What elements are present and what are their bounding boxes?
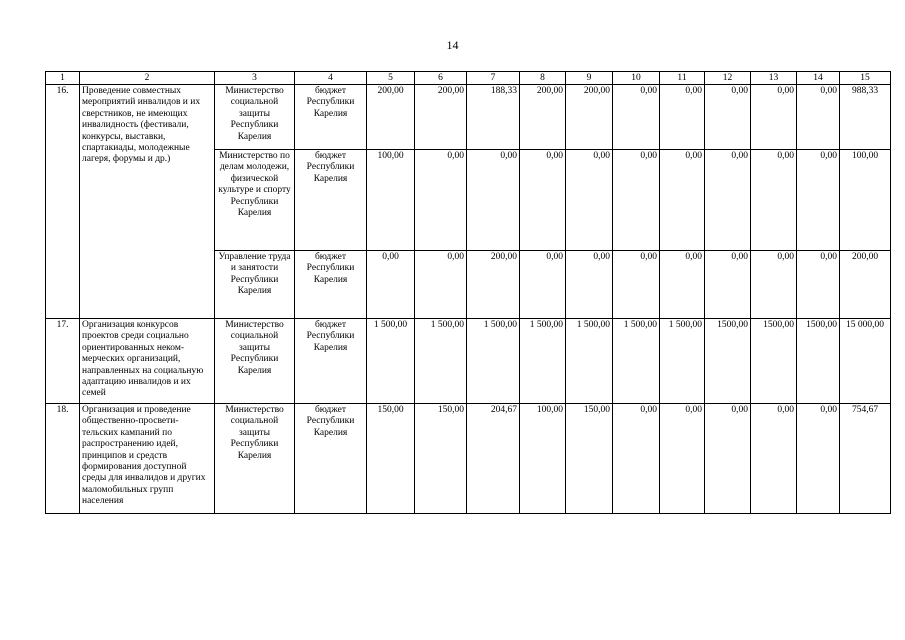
executor-cell: Министерство социальной защиты Республики Карелия [215,319,295,404]
column-header: 11 [660,72,705,85]
amount-cell: 1 500,00 [566,319,613,404]
column-header: 7 [467,72,520,85]
amount-cell: 100,00 [840,150,891,251]
amount-cell: 1 500,00 [367,319,415,404]
row-number: 16. [46,85,80,319]
amount-cell: 200,00 [467,251,520,319]
amount-cell: 0,00 [751,85,797,150]
amount-cell: 200,00 [566,85,613,150]
amount-cell: 0,00 [415,150,467,251]
executor-cell: Министерство социальной защиты Республики Карелия [215,404,295,514]
column-header: 9 [566,72,613,85]
activity-name: Проведение совместных мероприятий инвалидов и их сверстников, не имеющих инвалидность (фестивали, конкурсы, выставки, спартакиады, молодежные лагеря, форумы и др.) [80,85,215,319]
amount-cell: 1 500,00 [520,319,566,404]
activity-name: Организация конкурсов проектов среди социально ориентированных неком-мерческих организаций, направленных на социальную адаптацию инвалидов и их семей [80,319,215,404]
amount-cell: 0,00 [705,85,751,150]
column-header: 15 [840,72,891,85]
amount-cell: 1500,00 [705,319,751,404]
amount-cell: 150,00 [415,404,467,514]
column-header: 3 [215,72,295,85]
amount-cell: 0,00 [613,150,660,251]
amount-cell: 0,00 [613,85,660,150]
amount-cell: 1 500,00 [660,319,705,404]
amount-cell: 200,00 [415,85,467,150]
amount-cell: 1500,00 [751,319,797,404]
budget-table [45,71,891,514]
amount-cell: 0,00 [751,150,797,251]
row-number: 17. [46,319,80,404]
amount-cell: 0,00 [660,85,705,150]
amount-cell: 0,00 [415,251,467,319]
amount-cell: 0,00 [566,150,613,251]
column-header: 13 [751,72,797,85]
column-header: 2 [80,72,215,85]
amount-cell: 0,00 [797,251,840,319]
amount-cell: 200,00 [520,85,566,150]
executor-cell: Управление труда и занятости Республики Карелия [215,251,295,319]
executor-cell: Министерство по делам молодежи, физической культуре и спорту Республики Карелия [215,150,295,251]
amount-cell: 0,00 [705,251,751,319]
amount-cell: 0,00 [751,251,797,319]
amount-cell: 0,00 [566,251,613,319]
amount-cell: 1 500,00 [613,319,660,404]
funding-source-cell: бюджет Республики Карелия [295,404,367,514]
column-header: 10 [613,72,660,85]
amount-cell: 0,00 [613,251,660,319]
amount-cell: 150,00 [566,404,613,514]
amount-cell: 0,00 [520,251,566,319]
column-header: 5 [367,72,415,85]
amount-cell: 0,00 [751,404,797,514]
column-header: 4 [295,72,367,85]
column-header: 6 [415,72,467,85]
funding-source-cell: бюджет Республики Карелия [295,85,367,150]
amount-cell: 200,00 [367,85,415,150]
amount-cell: 1 500,00 [415,319,467,404]
column-header: 14 [797,72,840,85]
amount-cell: 200,00 [840,251,891,319]
amount-cell: 0,00 [705,404,751,514]
funding-source-cell: бюджет Республики Карелия [295,150,367,251]
amount-cell: 0,00 [467,150,520,251]
column-header: 12 [705,72,751,85]
amount-cell: 0,00 [520,150,566,251]
header-row [46,72,891,85]
amount-cell: 188,33 [467,85,520,150]
amount-cell: 100,00 [367,150,415,251]
amount-cell: 0,00 [797,85,840,150]
amount-cell: 0,00 [660,150,705,251]
amount-cell: 0,00 [660,251,705,319]
funding-source-cell: бюджет Республики Карелия [295,319,367,404]
table-row [46,319,891,404]
executor-cell: Министерство социальной защиты Республики Карелия [215,85,295,150]
amount-cell: 0,00 [797,404,840,514]
table-row [46,85,891,150]
amount-cell: 1 500,00 [467,319,520,404]
amount-cell: 150,00 [367,404,415,514]
amount-cell: 754,67 [840,404,891,514]
column-header: 1 [46,72,80,85]
amount-cell: 0,00 [613,404,660,514]
column-header: 8 [520,72,566,85]
amount-cell: 1500,00 [797,319,840,404]
amount-cell: 0,00 [367,251,415,319]
row-number: 18. [46,404,80,514]
amount-cell: 0,00 [660,404,705,514]
amount-cell: 15 000,00 [840,319,891,404]
amount-cell: 204,67 [467,404,520,514]
amount-cell: 0,00 [797,150,840,251]
amount-cell: 100,00 [520,404,566,514]
amount-cell: 988,33 [840,85,891,150]
amount-cell: 0,00 [705,150,751,251]
table-row [46,404,891,514]
page-number: 14 [446,38,459,52]
activity-name: Организация и проведение общественно-просвети-тельских кампаний по распространению идей, принципов и средств формирования доступной среды для инвалидов и других маломобильных групп населения [80,404,215,514]
funding-source-cell: бюджет Республики Карелия [295,251,367,319]
